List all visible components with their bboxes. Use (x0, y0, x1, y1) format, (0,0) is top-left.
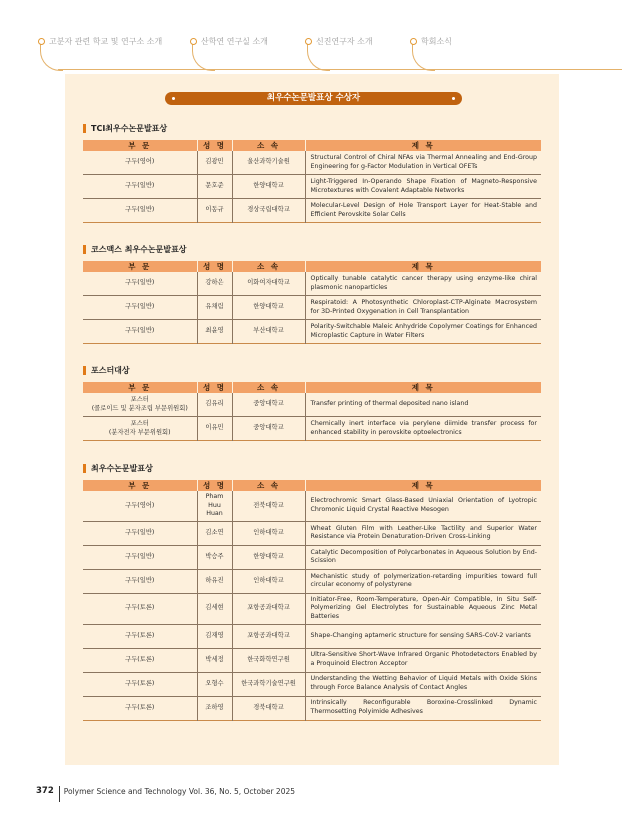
section-marker-icon (83, 124, 86, 133)
header-name: 성 명 (197, 382, 232, 393)
cell-paper-title: Polarity-Switchable Maleic Anhydride Copolymer Coatings for Enhanced Microplastic Capture in Water Filters (305, 320, 541, 344)
nav-dot-icon (305, 38, 312, 45)
nav-label: 신진연구자 소개 (316, 36, 373, 46)
cell-paper-title: Initiator-Free, Room-Temperature, Open-Air Compatible, In Situ Self-Polymerizing Gel Electrolytes for Sustainable Aqueous Zinc Metal Batteries (305, 593, 541, 624)
table-row (83, 545, 541, 569)
cell-name: 김유리 (197, 393, 232, 417)
cell-affiliation: 이화여자대학교 (232, 272, 305, 296)
table-row (83, 624, 541, 648)
section-title: 최우수논문발표상 (91, 463, 153, 473)
category-main: 포스터 (130, 419, 149, 427)
table-header-row (83, 261, 541, 272)
cell-paper-title: Light-Triggered In-Operando Shape Fixation of Magneto-Responsive Microtextures with Covalent Adaptable Networks (305, 175, 541, 199)
table-row (83, 491, 541, 521)
category-sub: (분자전자 부문위원회) (108, 428, 171, 436)
header-title: 제 목 (305, 261, 541, 272)
nav-dot-icon (190, 38, 197, 45)
table-header-row (83, 382, 541, 393)
nav-line (58, 69, 622, 70)
nav-dot-icon (410, 38, 417, 45)
cell-paper-title: Shape-Changing aptameric structure for sensing SARS-CoV-2 variants (305, 624, 541, 648)
cell-name: 강하은 (197, 272, 232, 296)
panel-title-banner (165, 92, 462, 105)
cell-affiliation: 한양대학교 (232, 175, 305, 199)
cell-affiliation: 인하대학교 (232, 521, 305, 545)
cell-category: 구두(일반) (125, 279, 155, 287)
cell-affiliation: 중앙대학교 (232, 417, 305, 441)
section-title: 코스맥스 최우수논문발표상 (91, 244, 187, 254)
panel-title: 최우수논문발표상 수상자 (266, 93, 361, 103)
header-category: 부 문 (83, 140, 197, 151)
table-row (83, 393, 541, 417)
section-tci-award (83, 122, 541, 223)
awards-table (83, 140, 541, 223)
cell-affiliation: 한국과학기술연구원 (232, 672, 305, 696)
cell-affiliation: 전북대학교 (232, 491, 305, 521)
cell-category: 구두(일반) (83, 199, 197, 223)
section-title: TCI최우수논문발표상 (91, 123, 168, 133)
cell-category: 구두(토론) (83, 672, 197, 696)
section-title: 포스터대상 (91, 365, 130, 375)
cell-name: 오형수 (197, 672, 232, 696)
cell-name: 박세정 (197, 648, 232, 672)
header-name: 성 명 (197, 480, 232, 491)
cell-category: 구두(토론) (83, 648, 197, 672)
journal-citation: Polymer Science and Technology Vol. 36, No. 5, October 2025 (63, 787, 296, 796)
table-row (83, 696, 541, 720)
cell-paper-title: Mechanistic study of polymerization-retarding impurities toward full circular economy of polystyrene (305, 569, 541, 593)
cell-paper-title: Understanding the Wetting Behavior of Liquid Metals with Oxide Skins through Force Balance Analysis of Contact Angles (305, 672, 541, 696)
nav-item-schools-institutes[interactable] (38, 34, 162, 48)
cell-paper-title: Respiratoid: A Photosynthetic Chloroplast-CTP-Alginate Macrosystem for 3D-Printed Oxygenation in Cell Transplantation (305, 296, 541, 320)
cell-affiliation: 울산과학기술원 (232, 151, 305, 175)
cell-paper-title: Intrinsically Reconfigurable Boroxine-Crosslinked Dynamic Thermosetting Polyimide Adhesives (305, 696, 541, 720)
cell-name: 김세현 (197, 593, 232, 624)
awards-panel (65, 74, 559, 765)
cell-affiliation: 부산대학교 (232, 320, 305, 344)
nav-item-new-researchers[interactable] (305, 34, 373, 48)
section-heading (83, 243, 541, 255)
cell-paper-title: Wheat Gluten Film with Leather-Like Tactility and Superior Water Resistance via Protein Denaturation-Driven Cross-Linking (305, 521, 541, 545)
nav-connector (412, 44, 435, 71)
nav-label: 산학연 연구실 소개 (201, 36, 268, 46)
awards-table (83, 382, 541, 441)
cell-category: 구두(토론) (83, 696, 197, 720)
page-number: 372 (36, 786, 54, 796)
header-name: 성 명 (197, 261, 232, 272)
cell-affiliation: 한국화학연구원 (232, 648, 305, 672)
cell-name: 유채림 (197, 296, 232, 320)
table-row (83, 417, 541, 441)
nav-dot-icon (38, 38, 45, 45)
table-row (83, 569, 541, 593)
cell-category: 구두(일반) (83, 569, 197, 593)
nav-label: 학회소식 (421, 36, 452, 46)
table-header-row (83, 140, 541, 151)
page-footer (36, 786, 295, 802)
table-row (83, 521, 541, 545)
cell-affiliation: 한양대학교 (232, 296, 305, 320)
section-best-paper-award (83, 462, 541, 721)
awards-table (83, 480, 541, 721)
cell-name: 문호준 (197, 175, 232, 199)
cell-paper-title: Structural Control of Chiral NFAs via Thermal Annealing and End-Group Engineering for g-Factor Modulation in Vertical OFETs (305, 151, 541, 175)
header-title: 제 목 (305, 382, 541, 393)
table-row (83, 272, 541, 296)
cell-category: 구두(영어) (125, 158, 155, 166)
cell-paper-title: Chemically inert interface via perylene diimide transfer process for enhanced stability in perovskite optoelectronics (305, 417, 541, 441)
section-marker-icon (83, 366, 86, 375)
table-row (83, 296, 541, 320)
cell-affiliation: 한양대학교 (232, 545, 305, 569)
category-main: 포스터 (130, 395, 149, 403)
header-category: 부 문 (83, 382, 197, 393)
cell-category: 구두(일반) (83, 296, 197, 320)
table-row (83, 175, 541, 199)
cell-category (83, 417, 197, 441)
cell-affiliation: 경상국립대학교 (232, 199, 305, 223)
cell-category: 구두(일반) (83, 545, 197, 569)
header-title: 제 목 (305, 140, 541, 151)
cell-name: 김재영 (197, 624, 232, 648)
cell-name: 박승주 (197, 545, 232, 569)
cell-affiliation: 포항공과대학교 (232, 593, 305, 624)
cell-name: 이유민 (197, 417, 232, 441)
header-affiliation: 소 속 (232, 140, 305, 151)
nav-connector (192, 44, 215, 71)
section-marker-icon (83, 464, 86, 473)
cell-name: Pham Huu Huan (197, 491, 232, 521)
cell-affiliation: 경북대학교 (232, 696, 305, 720)
cell-affiliation: 인하대학교 (232, 569, 305, 593)
header-category: 부 문 (83, 480, 197, 491)
top-navigation (0, 0, 622, 70)
footer-divider (59, 786, 60, 802)
bullet-icon (172, 97, 175, 100)
cell-paper-title: Molecular-Level Design of Hole Transport Layer for Heat-Stable and Efficient Perovskite Solar Cells (305, 199, 541, 223)
header-affiliation: 소 속 (232, 261, 305, 272)
section-heading (83, 364, 541, 376)
table-row (83, 593, 541, 624)
table-row (83, 199, 541, 223)
cell-name: 조하영 (197, 696, 232, 720)
cell-name: 최윤영 (197, 320, 232, 344)
cell-name: 이동규 (197, 199, 232, 223)
section-marker-icon (83, 245, 86, 254)
header-name: 성 명 (197, 140, 232, 151)
cell-category: 구두(영어) (125, 501, 155, 509)
section-cosmax-award (83, 243, 541, 344)
cell-category: 구두(일반) (83, 320, 197, 344)
awards-table (83, 261, 541, 344)
cell-category: 구두(일반) (83, 175, 197, 199)
header-title: 제 목 (305, 480, 541, 491)
cell-name: 김소연 (197, 521, 232, 545)
nav-item-society-news[interactable] (410, 34, 452, 48)
header-category: 부 문 (83, 261, 197, 272)
cell-affiliation: 중앙대학교 (232, 393, 305, 417)
section-heading (83, 462, 541, 474)
cell-name: 하유진 (197, 569, 232, 593)
nav-item-industry-labs[interactable] (190, 34, 268, 48)
cell-category: 구두(일반) (83, 521, 197, 545)
bullet-icon (452, 97, 455, 100)
cell-name: 김광민 (197, 151, 232, 175)
header-affiliation: 소 속 (232, 382, 305, 393)
category-sub: (콜로이드 및 분자조립 부문위원회) (91, 404, 188, 412)
table-row (83, 672, 541, 696)
section-poster-award (83, 364, 541, 441)
cell-category: 구두(토론) (83, 624, 197, 648)
cell-paper-title: Optically tunable catalytic cancer therapy using enzyme-like chiral plasmonic nanoparticles (305, 272, 541, 296)
cell-affiliation: 포항공과대학교 (232, 624, 305, 648)
cell-category (83, 393, 197, 417)
header-affiliation: 소 속 (232, 480, 305, 491)
cell-paper-title: Electrochromic Smart Glass-Based Uniaxial Orientation of Lyotropic Chromonic Liquid Crystal Reactive Mesogen (305, 491, 541, 521)
nav-connector (40, 44, 63, 71)
section-heading (83, 122, 541, 134)
table-row (83, 320, 541, 344)
cell-paper-title: Transfer printing of thermal deposited nano island (305, 393, 541, 417)
nav-label: 고분자 관련 학교 및 연구소 소개 (49, 36, 163, 46)
cell-category: 구두(토론) (83, 593, 197, 624)
nav-connector (307, 44, 330, 71)
table-row (83, 151, 541, 175)
table-row (83, 648, 541, 672)
cell-paper-title: Catalytic Decomposition of Polycarbonates in Aqueous Solution by End-Scission (305, 545, 541, 569)
table-header-row (83, 480, 541, 491)
cell-paper-title: Ultra-Sensitive Short-Wave Infrared Organic Photodetectors Enabled by a Proquinoid Electron Acceptor (305, 648, 541, 672)
